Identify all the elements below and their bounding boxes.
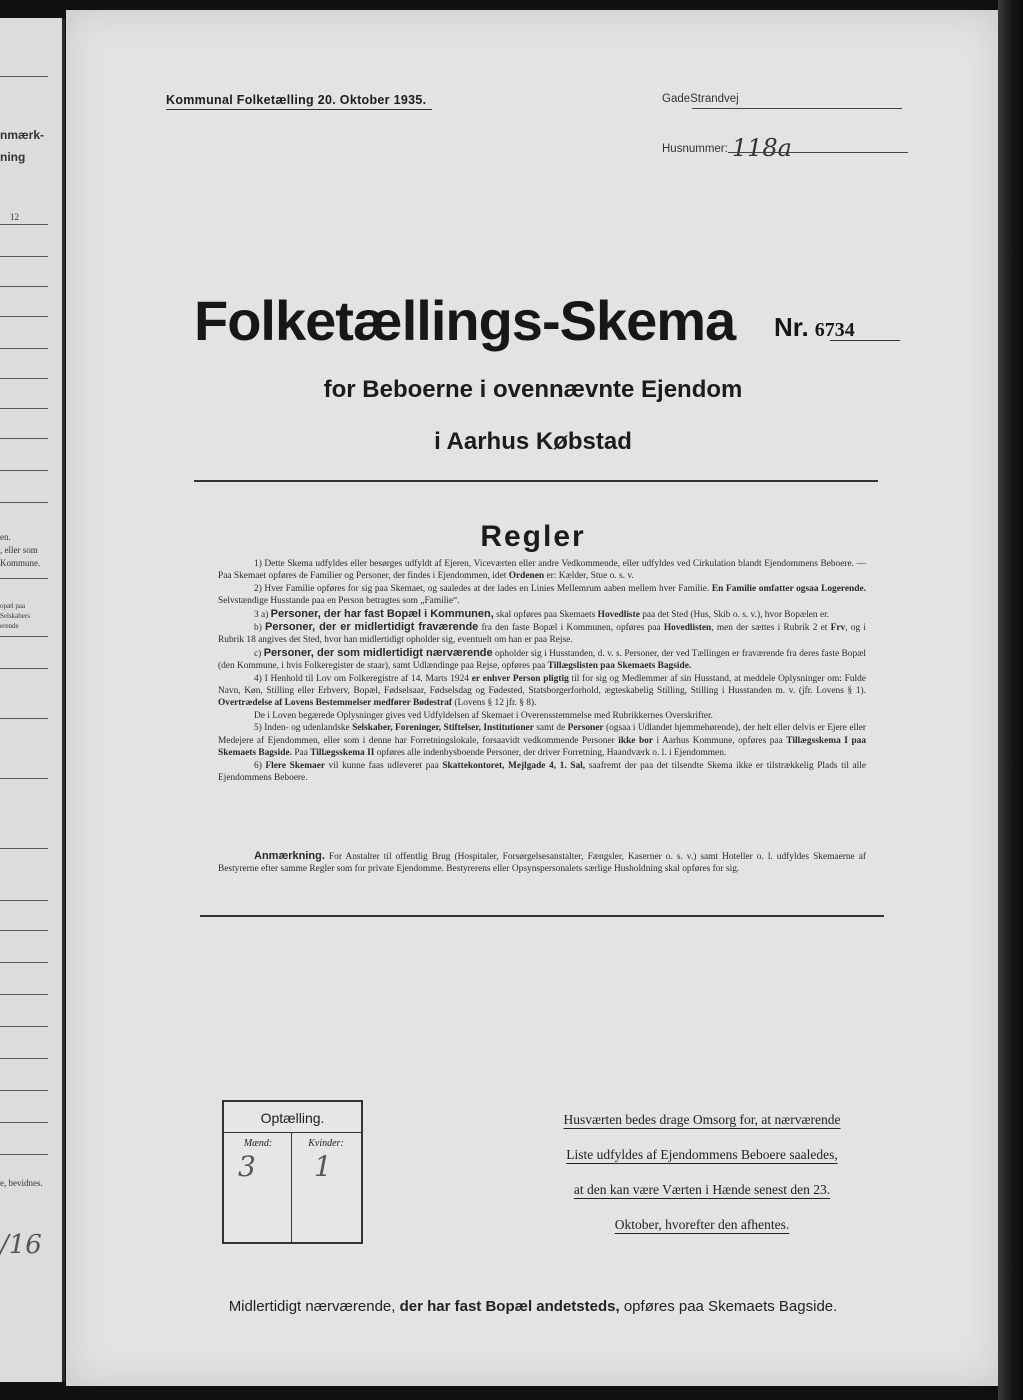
rule-1: 1) Dette Skema udfyldes eller besørges udfyldt af Ejeren, Viceværten eller andre Vedkommende, eller udfyldes ved Cirkulation blandt Ejendommens Beboere. — Paa Skemaet opføres de Familier og Personer, der findes i Ejendommen, idet Ordenen er: Kælder, Stue o. s. v. xyxy=(218,559,866,582)
house-number-label: Husnummer: xyxy=(662,143,728,155)
landlord-notice xyxy=(522,1102,882,1242)
count-box xyxy=(222,1100,363,1244)
left-fragment: ning xyxy=(0,150,26,164)
binding-edge xyxy=(998,0,1023,1400)
left-handwritten-fragment: /16 xyxy=(0,1230,42,1260)
divider xyxy=(200,915,884,917)
left-fragment: Kommune. xyxy=(0,558,41,568)
count-box-title: Optælling. xyxy=(260,1110,325,1126)
left-fragment: nmærk- xyxy=(0,128,45,142)
women-count: 1 xyxy=(314,1150,332,1183)
census-form-page xyxy=(66,10,1000,1386)
rule-4-note: De i Loven begærede Oplysninger gives ved Udfyldelsen af Skemaet i Overensstemmelse med Rubrikkernes Overskrifter. xyxy=(254,710,713,721)
left-fragment: 12 xyxy=(10,212,19,222)
rule-4: 4) I Henhold til Lov om Folkeregistre af 14. Marts 1924 er enhver Person pligtig til for sig og Medlemmer af sin Husstand, at meddele Oplysninger om: Fulde Navn, Køn, Stilling eller Erhverv, Bopæl, Fødselsaar, Fødselsdag og Fødested, Statsborgerforhold, ægteskabelig Stilling, Stilling i Husstanden m. v. (jfr. Lovens § 1). Overtrædelse af Lovens Bestemmelser medfører Bødestraf (Lovens § 12 jfr. § 8). xyxy=(218,673,866,709)
note-label: Anmærkning. xyxy=(254,850,325,862)
form-title: Folketællings-Skema xyxy=(194,289,736,352)
rules-heading: Regler xyxy=(480,520,586,553)
left-fragment: erende xyxy=(0,622,19,630)
men-count: 3 xyxy=(238,1150,256,1183)
notice-line: Oktober, hvorefter den afhentes. xyxy=(614,1217,790,1232)
rule-3b: b) Personer, der er midlertidigt fraværende fra den faste Bopæl i Kommunen, opføres paa Hovedlisten, men der sættes i Rubrik 2 et Frv, og i Rubrik 18 angives det Sted, hvor han midlertidigt opholder sig, eventuelt om han er paa Rejse. xyxy=(218,621,867,646)
rule-2: 2) Hver Familie opføres for sig paa Skemaet, og saaledes at der lades en Linies Mellemrum aaben mellem hver Familie. En Familie omfatter ogsaa Logerende. Selvstændige Husstande paa en Person betragtes som „Familie“. xyxy=(218,583,866,607)
form-number-value: 6734 xyxy=(814,319,855,341)
rules-body xyxy=(218,558,866,784)
rule-3a: 3 a) Personer, der har fast Bopæl i Kommunen, skal opføres paa Skemaets Hovedliste paa det Sted (Hus, Skib o. s. v.), hvor Bopælen er. xyxy=(254,607,830,620)
adjacent-page-strip xyxy=(0,18,65,1382)
women-label: Kvinder: xyxy=(308,1138,344,1149)
form-number-label: Nr. xyxy=(774,312,809,342)
left-fragment: , eller som xyxy=(0,545,38,555)
men-label: Mænd: xyxy=(243,1138,273,1149)
rule-5: 5) Inden- og udenlandske Selskaber, Foreninger, Stiftelser, Institutioner samt de Personer (ogsaa i Udlandet hjemmehørende), der helt eller delvis er Ejere eller Medejere af Ejendommen, eller som i denne har Forretningslokale, forsaavidt vedkommende Personer ikke bor i Aarhus Kommune, opføres paa Tillægsskema I paa Skemaets Bagside. Paa Tillægsskema II opføres alle indenbysboende Personer, der driver Forretning, Haandværk o. l. i Ejendommen. xyxy=(218,723,867,759)
form-subtitle: for Beboerne i ovennævnte Ejendom xyxy=(323,376,743,403)
footer-note: Midlertidigt nærværende, der har fast Bopæl andetsteds, opføres paa Skemaets Bagside. xyxy=(228,1298,838,1315)
census-heading: Kommunal Folketælling 20. Oktober 1935. xyxy=(166,93,426,107)
form-location: i Aarhus Købstad xyxy=(434,428,632,455)
house-number-value: 118a xyxy=(731,134,792,162)
house-number-field xyxy=(662,130,792,162)
notice-line: Husværten bedes drage Omsorg for, at nærværende xyxy=(563,1112,841,1127)
left-fragment: opæl paa xyxy=(0,602,26,610)
street-value: Strandvej xyxy=(690,93,739,105)
rule-6: 6) Flere Skemaer vil kunne faas udleveret paa Skattekontoret, Mejlgade 4, 1. Sal, saafremt der paa det tilsendte Skema ikke er tilstrækkelig Plads til alle Ejendommens Beboere. xyxy=(218,760,867,783)
notice-line: at den kan være Værten i Hænde senest den 23. xyxy=(573,1182,831,1197)
street-field xyxy=(662,93,739,105)
left-fragment: e, bevidnes. xyxy=(0,1178,43,1188)
street-label: Gade xyxy=(662,93,691,105)
left-fragment: en. xyxy=(0,532,11,542)
divider xyxy=(194,480,878,482)
note-block xyxy=(218,850,866,876)
form-number xyxy=(774,312,855,343)
notice-line: Liste udfyldes af Ejendommens Beboere saaledes, xyxy=(566,1147,838,1162)
left-fragment: Selskabers xyxy=(0,612,30,620)
rule-3c: c) Personer, der som midlertidigt nærværende opholder sig i Husstanden, d. v. s. Personer, der ved Tællingen er fraværende fra deres faste Bopæl (den Kommune, i hvis Folkeregister de staar), samt Udlændinge paa Rejse, opføres paa Tillægslisten paa Skemaets Bagside. xyxy=(218,646,867,672)
note-text: For Anstalter til offentlig Brug (Hospitaler, Forsørgelsesanstalter, Fængsler, Kaserner o. s. v.) samt Hoteller o. l. udfyldes Skemaerne af Bestyrerne efter samme Regler som for private Ejendomme. Bestyrerens eller Opsynspersonalets særlige Husholdning skal opføres for sig. xyxy=(218,852,867,875)
